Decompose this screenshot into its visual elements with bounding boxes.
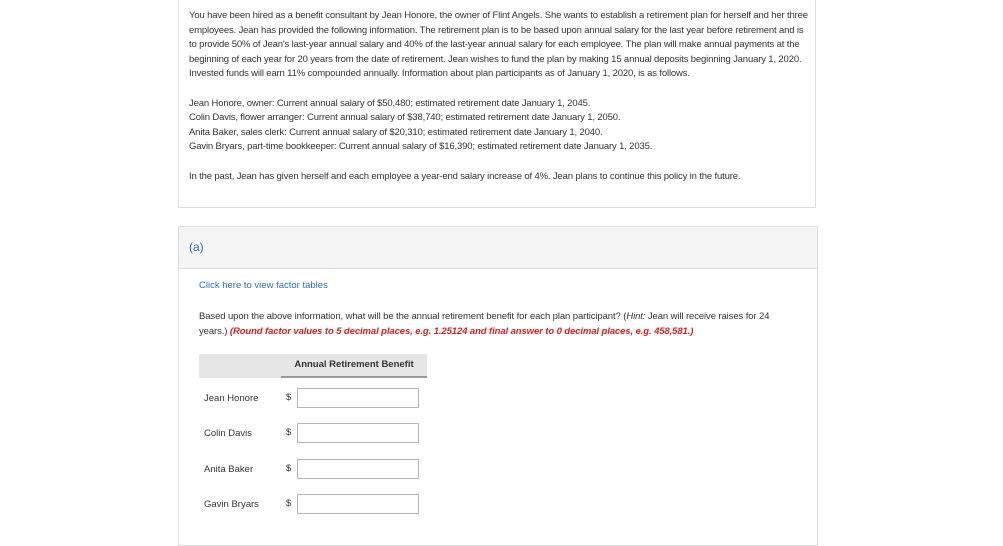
part-a-panel: [178, 226, 818, 546]
benefit-input-anita-baker[interactable]: [297, 459, 419, 479]
problem-intro: You have been hired as a benefit consultant by Jean Honore, the owner of Flint Angels. She wants to establish a retirement plan for herself and her three employees. Jean has provided the following information. The retirement plan is to be based upon annual salary for the last year before retirement and is to provide 50% of Jean's last-year annual salary and 40% of the last-year annual salary for each employee. The plan will make annual payments at the beginning of each year for 20 years from the date of retirement. Jean wishes to fund the plan by making 15 annual deposits beginning January 1, 2020. Invested funds will earn 11% compounded annually. Information about plan participants as of January 1, 2020, is as follows.: [189, 10, 808, 80]
table-row: [199, 449, 427, 484]
problem-outro: In the past, Jean has given herself and each employee a year-end salary increase of 4%. Jean plans to continue this policy in the future.: [189, 170, 741, 182]
participant-line: Anita Baker, sales clerk: Current annual salary of $20,310; estimated retirement date January 1, 2040.: [189, 126, 603, 138]
answer-table: [199, 354, 427, 519]
currency-symbol: $: [286, 462, 292, 474]
table-row: [199, 378, 427, 413]
participant-name: Gavin Bryars: [204, 498, 259, 510]
table-row: [199, 413, 427, 448]
problem-statement: [178, 0, 816, 208]
currency-symbol: $: [286, 392, 292, 403]
hint-label: Hint:: [626, 311, 646, 322]
benefit-input-jean-honore[interactable]: [297, 388, 419, 408]
participant-name: Colin Davis: [204, 428, 253, 440]
question-text: [199, 309, 799, 339]
participant-line: Colin Davis, flower arranger: Current annual salary of $38,740; estimated retirement date January 1, 2050.: [189, 112, 621, 124]
currency-symbol: $: [286, 497, 292, 509]
benefit-input-colin-davis[interactable]: [297, 423, 419, 443]
participant-name: Anita Baker: [204, 463, 254, 475]
currency-symbol: $: [286, 427, 292, 439]
question-hint: Jean will receive raises for 24 years.): [199, 311, 770, 337]
participant-line: Jean Honore, owner: Current annual salary of $50,480; estimated retirement date January 1, 2045.: [189, 97, 591, 109]
rounding-instruction: (Round factor values to 5 decimal places, e.g. 1.25124 and final answer to 0 decimal places, e.g. 458,581.): [229, 326, 694, 337]
benefit-input-gavin-bryars[interactable]: [297, 494, 419, 514]
part-label: (a): [189, 240, 204, 254]
question-pre: Based upon the above information, what will be the annual retirement benefit for each plan participant? (: [199, 311, 627, 322]
problem-text: [189, 9, 809, 184]
part-a-header[interactable]: [179, 227, 817, 269]
table-row: [199, 484, 427, 519]
factor-tables-link[interactable]: Click here to view factor tables: [199, 280, 328, 291]
column-header: Annual Retirement Benefit: [281, 354, 427, 378]
participant-line: Gavin Bryars, part-time bookkeeper: Current annual salary of $16,390; estimated retirement date January 1, 2035.: [189, 141, 653, 153]
participant-name: Jean Honore: [204, 393, 259, 404]
answer-table-header: [199, 354, 427, 378]
